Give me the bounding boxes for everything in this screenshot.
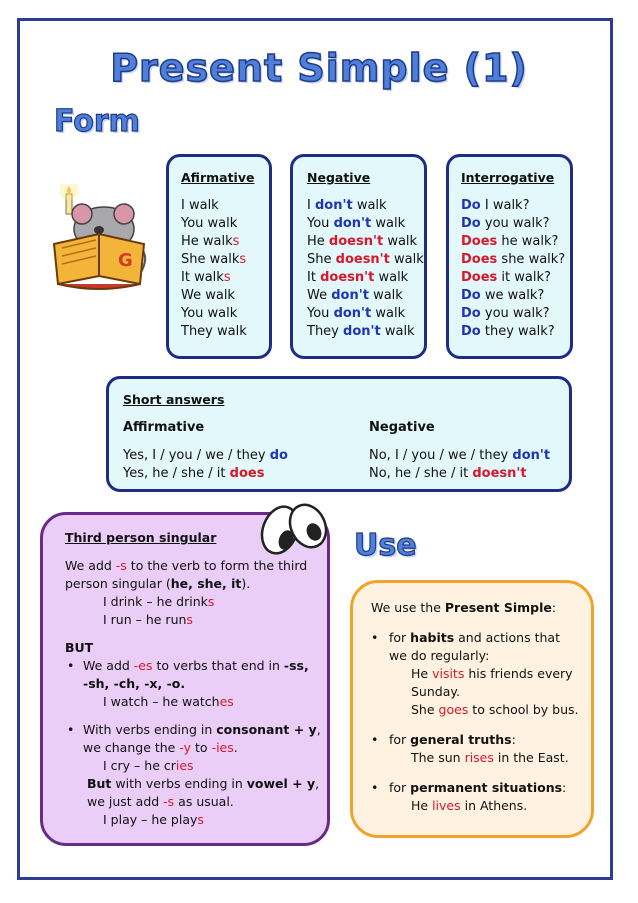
use-example1: He visits his friends every <box>411 666 573 681</box>
affirmative-row: She walks <box>181 252 247 267</box>
use-item-truths: • for general truths: <box>371 732 516 747</box>
tps-example2: I run – he runs <box>103 612 193 627</box>
form-heading: Form <box>54 104 140 139</box>
short-aff-line2: Yes, he / she / it does <box>123 466 265 481</box>
short-aff-label: Affirmative <box>123 420 205 435</box>
use-item-permanent: • for permanent situations: <box>371 780 567 795</box>
affirmative-row: He walks <box>181 234 240 249</box>
book-mouse-illustration <box>44 184 154 294</box>
negative-box <box>290 154 427 359</box>
negative-row: She doesn't walk <box>307 252 424 267</box>
negative-row: We don't walk <box>307 288 403 303</box>
interrogative-row: Do they walk? <box>461 324 555 339</box>
interrogative-row: Does she walk? <box>461 252 566 267</box>
tps-but-line2: we just add -s as usual. <box>87 794 234 809</box>
interrogative-header: Interrogative <box>461 170 555 185</box>
affirmative-row: I walk <box>181 198 219 213</box>
page-title: Present Simple (1) <box>110 46 528 90</box>
use-intro: We use the Present Simple: <box>371 600 557 615</box>
use-example1-cont: Sunday. <box>411 684 460 699</box>
short-aff-line1: Yes, I / you / we / they do <box>123 448 288 463</box>
use-item-habits: • for habits and actions that <box>371 630 560 645</box>
affirmative-box <box>166 154 272 359</box>
tps-line2: person singular (he, she, it). <box>65 576 251 591</box>
svg-text:G: G <box>118 250 133 271</box>
affirmative-row: We walk <box>181 288 235 303</box>
negative-row: It doesn't walk <box>307 270 409 285</box>
interrogative-row: Do you walk? <box>461 216 550 231</box>
third-person-box <box>40 512 330 846</box>
negative-row: They don't walk <box>307 324 415 339</box>
interrogative-row: Do I walk? <box>461 198 530 213</box>
use-box <box>350 580 594 838</box>
interrogative-row: Do you walk? <box>461 306 550 321</box>
tps-bullet1: • We add -es to verbs that end in -ss, <box>67 658 309 673</box>
tps-example5: I play – he plays <box>103 812 204 827</box>
use-example3: The sun rises in the East. <box>411 750 569 765</box>
interrogative-row: Does it walk? <box>461 270 551 285</box>
negative-row: He doesn't walk <box>307 234 418 249</box>
tps-bullet2-cont: we change the -y to -ies. <box>83 740 238 755</box>
tps-bullet2: • With verbs ending in consonant + y, <box>67 722 321 737</box>
interrogative-box <box>446 154 573 359</box>
affirmative-row: It walks <box>181 270 231 285</box>
tps-but-line: But with verbs ending in vowel + y, <box>87 776 320 791</box>
negative-row: You don't walk <box>307 306 406 321</box>
tps-bullet1-cont: -sh, -ch, -x, -o. <box>83 676 186 691</box>
tps-but: BUT <box>65 640 94 655</box>
third-person-header: Third person singular <box>65 530 217 545</box>
use-example2: She goes to school by bus. <box>411 702 579 717</box>
interrogative-row: Does he walk? <box>461 234 559 249</box>
tps-example4: I cry – he cries <box>103 758 194 773</box>
tps-example1: I drink – he drinks <box>103 594 215 609</box>
affirmative-header: Afirmative <box>181 170 255 185</box>
use-item-habits-cont: we do regularly: <box>389 648 490 663</box>
negative-header: Negative <box>307 170 371 185</box>
interrogative-row: Do we walk? <box>461 288 545 303</box>
negative-row: You don't walk <box>307 216 406 231</box>
affirmative-row: You walk <box>181 216 238 231</box>
tps-example3: I watch – he watches <box>103 694 234 709</box>
affirmative-row: They walk <box>181 324 247 339</box>
short-neg-line1: No, I / you / we / they don't <box>369 448 551 463</box>
use-heading: Use <box>354 528 417 563</box>
negative-row: I don't walk <box>307 198 387 213</box>
short-answers-box <box>106 376 572 492</box>
use-example4: He lives in Athens. <box>411 798 528 813</box>
affirmative-row: You walk <box>181 306 238 321</box>
tps-line1: We add -s to the verb to form the third <box>65 558 308 573</box>
short-neg-label: Negative <box>369 420 435 435</box>
eyes-illustration <box>258 500 330 558</box>
short-answers-header: Short answers <box>123 392 225 407</box>
short-neg-line2: No, he / she / it doesn't <box>369 466 527 481</box>
